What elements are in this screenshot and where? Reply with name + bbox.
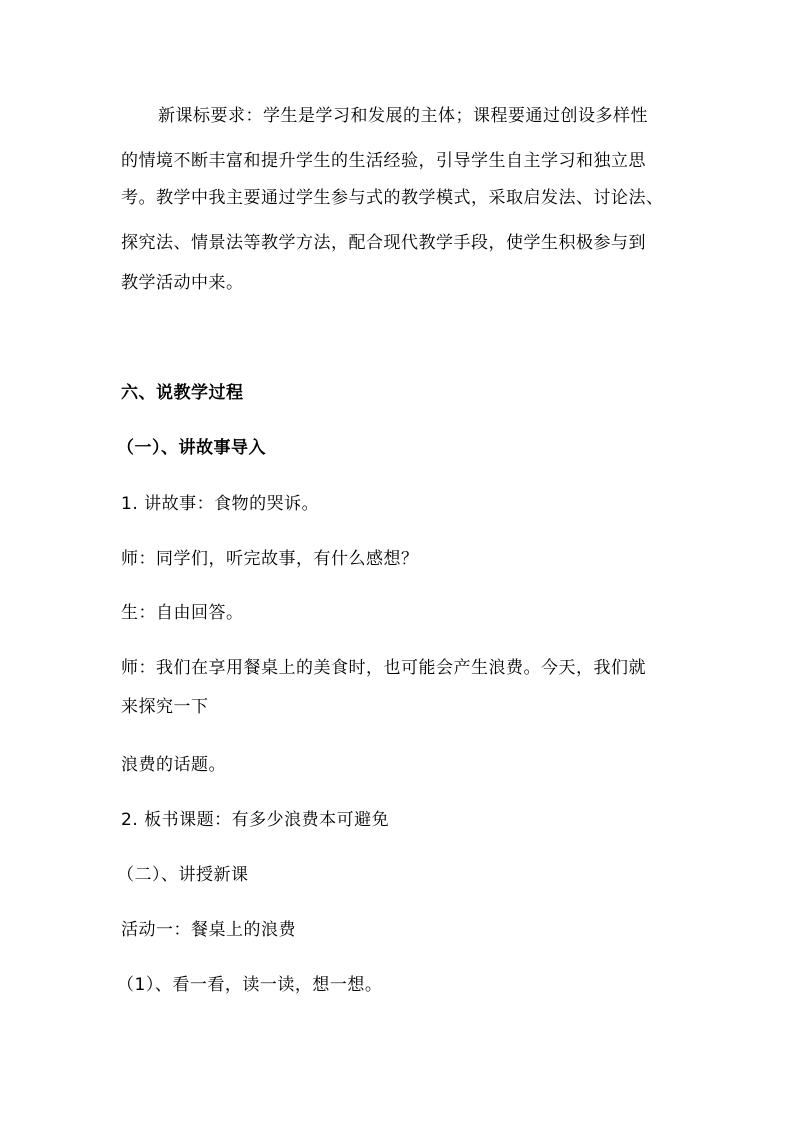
intro-line-4: 探究法、情景法等教学方法，配合现代教学手段，使学生积极参与到	[121, 233, 646, 253]
item-2-title: 2. 板书课题：有多少浪费本可避免	[121, 810, 390, 830]
section-heading: 六、说教学过程	[121, 383, 244, 403]
subsection-heading-2: （二）、讲授新课	[117, 865, 249, 885]
teacher-line-2b: 来探究一下	[121, 697, 209, 717]
activity-heading-1: 活动一：餐桌上的浪费	[121, 920, 296, 940]
intro-line-5: 教学活动中来。	[121, 273, 244, 293]
item-1-story: 1. 讲故事：食物的哭诉。	[121, 494, 320, 514]
student-line-1: 生：自由回答。	[121, 603, 244, 623]
sub-item-1: （1）、看一看，读一读，想一想。	[117, 975, 383, 995]
teacher-line-2c: 浪费的话题。	[121, 755, 226, 775]
intro-line-1: 新课标要求：学生是学习和发展的主体；课程要通过创设多样性	[158, 106, 648, 126]
subsection-heading-1: （一）、讲故事导入	[117, 438, 266, 458]
teacher-line-1: 师：同学们，听完故事，有什么感想？	[121, 549, 419, 569]
intro-line-2: 的情境不断丰富和提升学生的生活经验，引导学生自主学习和独立思	[121, 151, 646, 171]
teacher-line-2a: 师：我们在享用餐桌上的美食时，也可能会产生浪费。今天，我们就	[121, 658, 646, 678]
intro-line-3: 考。教学中我主要通过学生参与式的教学模式，采取启发法、讨论法、	[121, 188, 664, 208]
